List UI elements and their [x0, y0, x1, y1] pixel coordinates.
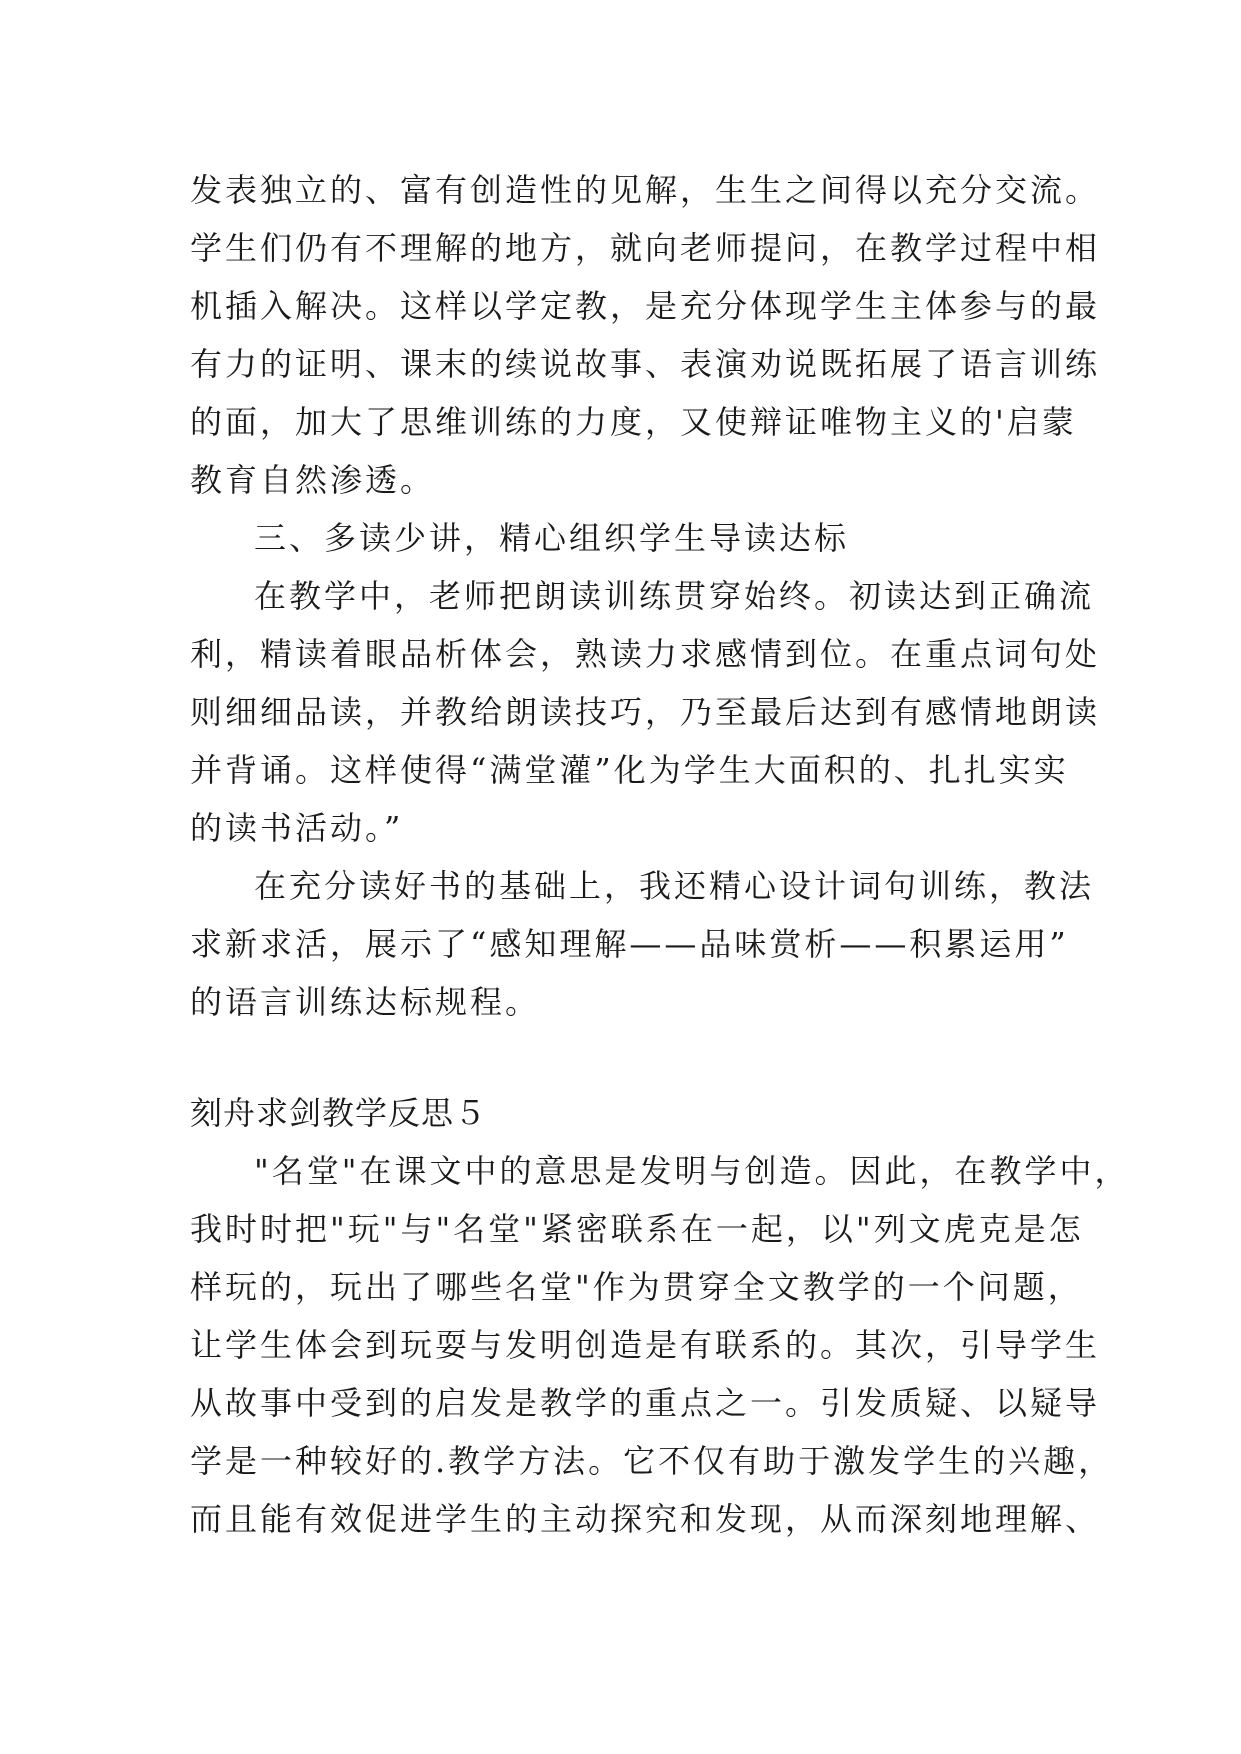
paragraph-line: 从故事中受到的启发是教学的重点之一。引发质疑、以疑导: [190, 1384, 1101, 1422]
paragraph-line: 学生们仍有不理解的地方，就向老师提问，在教学过程中相: [190, 229, 1101, 267]
paragraph-line: 并背诵。这样使得“满堂灌”化为学生大面积的、扎扎实实: [190, 751, 1069, 789]
paragraph-line: 机插入解决。这样以学定教，是充分体现学生主体参与的最: [190, 287, 1101, 325]
paragraph-line: 则细细品读，并教给朗读技巧，乃至最后达到有感情地朗读: [190, 693, 1101, 731]
paragraph-line: 的面，加大了思维训练的力度，又使辩证唯物主义的'启蒙: [190, 403, 1077, 441]
paragraph-line: 利，精读着眼品析体会，熟读力求感情到位。在重点词句处: [190, 635, 1101, 673]
paragraph-line: 发表独立的、富有创造性的见解，生生之间得以充分交流。: [190, 171, 1101, 209]
section-heading: 三、多读少讲，精心组织学生导读达标: [254, 519, 850, 557]
paragraph-line: 学是一种较好的.教学方法。它不仅有助于激发学生的兴趣，: [190, 1442, 1114, 1480]
paragraph-line: 的语言训练达标规程。: [190, 983, 541, 1021]
paragraph-line: 让学生体会到玩耍与发明创造是有联系的。其次，引导学生: [190, 1326, 1101, 1364]
paragraph-line: 在教学中，老师把朗读训练贯穿始终。初读达到正确流: [254, 577, 1095, 615]
paragraph-line: 在充分读好书的基础上，我还精心设计词句训练，教法: [254, 867, 1095, 905]
paragraph-line: 而且能有效促进学生的主动探究和发现，从而深刻地理解、: [190, 1500, 1101, 1538]
paragraph-line: 我时时把"玩"与"名堂"紧密联系在一起，以"列文虎克是怎: [190, 1210, 1084, 1248]
paragraph-line: 求新求活，展示了“感知理解——品味赏析——积累运用”: [190, 925, 1069, 963]
paragraph-line: 的读书活动。”: [190, 809, 404, 847]
paragraph-line: 样玩的，玩出了哪些名堂"作为贯穿全文教学的一个问题，: [190, 1268, 1083, 1306]
article-title: 刻舟求剑教学反思５: [190, 1094, 488, 1132]
paragraph-line: 教育自然渗透。: [190, 461, 436, 499]
paragraph-line: "名堂"在课文中的意思是发明与创造。因此，在教学中，: [254, 1152, 1130, 1190]
paragraph-line: 有力的证明、课末的续说故事、表演劝说既拓展了语言训练: [190, 345, 1101, 383]
